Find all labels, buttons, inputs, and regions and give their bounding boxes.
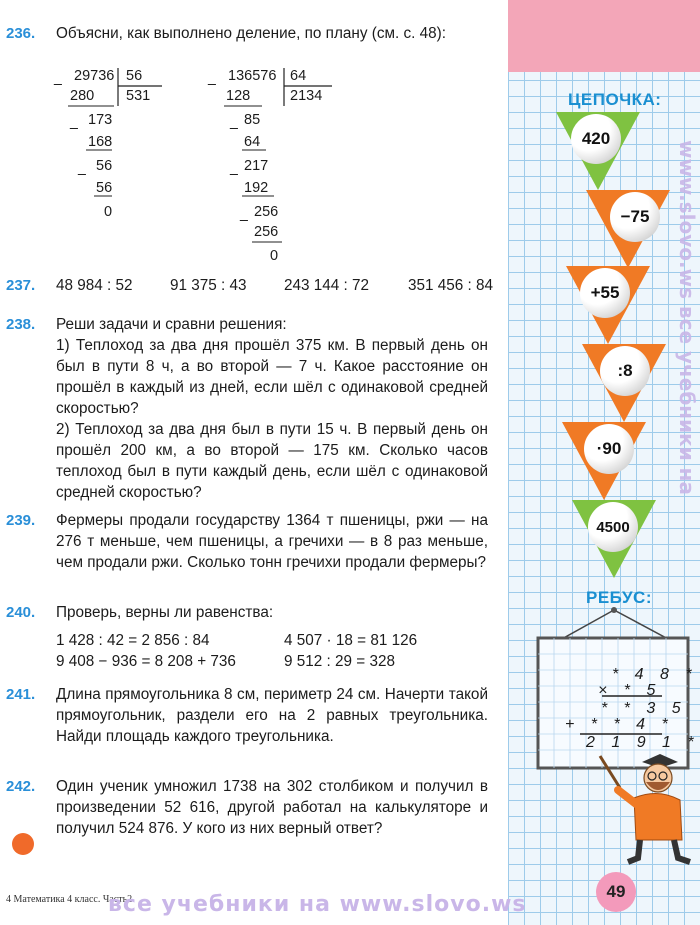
exercise-237-item-3: 243 144 : 72 — [284, 277, 370, 294]
division-1-step-1: 280 — [70, 88, 95, 104]
svg-text:_: _ — [78, 159, 86, 175]
division-2-divisor: 64 — [290, 68, 307, 84]
division-2-quotient: 2134 — [290, 88, 323, 104]
rebus-row-3: * * 3 5 — [601, 700, 687, 717]
exercise-237-item-4: 351 456 : 84 — [408, 277, 494, 294]
division-1-step-5: 56 — [96, 180, 113, 196]
footer-watermark: все учебники на www.slovo.ws — [108, 892, 527, 917]
division-2-step-6: 256 — [254, 204, 279, 220]
svg-text:www.slovo.ws все учебники на: www.slovo.ws все учебники на — [675, 140, 699, 495]
rebus-row-2: × * 5 — [598, 682, 662, 699]
division-1-step-2: 173 — [88, 112, 113, 128]
exercise-238-intro: Реши задачи и сравни решения: — [56, 316, 287, 333]
exercise-238-problem-1: 1) Теплоход за два дня прошёл 375 км. В первый день он был в пути 8 ч, а во второй — 7 ч. Какое расстояние он прошёл в каждый из дней, если шёл с одинаковой средней скоростью? — [56, 337, 488, 417]
exercise-240-eq-3: 9 408 − 936 = 8 208 + 736 — [56, 653, 236, 670]
division-1-dividend: 29736 — [74, 68, 115, 84]
exercise-239-text: Фермеры продали государству 1364 т пшеницы, ржи — на 276 т меньше, чем пшеницы, а гречихи — в 8 раз меньше, чем продали ржи. Сколько тонн гречихи продали фермеры? — [56, 512, 488, 571]
svg-text:_: _ — [70, 113, 78, 129]
division-1-divisor: 56 — [126, 68, 143, 84]
exercise-236-number: 236. — [6, 25, 36, 42]
division-2-step-8: 0 — [270, 248, 279, 264]
rebus-title: РЕБУС: — [586, 588, 652, 607]
division-2-step-3: 64 — [244, 134, 261, 150]
exercise-240-eq-2: 4 507 · 18 = 81 126 — [284, 632, 418, 649]
rebus-row-5: 2 1 9 1 * — [586, 734, 700, 751]
rebus-row-4: + * * 4 * — [565, 716, 674, 733]
side-watermark — [668, 140, 699, 820]
chain-step-6 — [572, 500, 656, 578]
division-2-lines — [206, 66, 336, 256]
page-number: 49 — [596, 872, 636, 912]
division-1-quotient: 531 — [126, 88, 151, 104]
sidebar-pink-band — [508, 0, 700, 72]
chain-step-3 — [566, 266, 650, 344]
division-2-step-2: 85 — [244, 112, 261, 128]
rebus-row-1: * 4 8 * — [612, 666, 698, 683]
orange-dot-marker — [12, 833, 34, 855]
svg-text:_: _ — [54, 69, 62, 85]
exercise-236-text: Объясни, как выполнено деление, по плану (см. с. 48): — [56, 25, 447, 42]
division-1-step-4: 56 — [96, 158, 113, 174]
division-1-lines — [50, 66, 170, 216]
exercise-239-number: 239. — [6, 512, 36, 529]
chain-step-1 — [556, 112, 640, 190]
chain-step-4 — [582, 344, 666, 422]
exercise-242-text: Один ученик умножил 1738 на 302 столбиком и получил в произведении 52 616, другой работал на калькуляторе и получил 524 876. У кого из них верный ответ? — [56, 778, 488, 837]
chain-title: ЦЕПОЧКА: — [568, 90, 662, 109]
exercise-238-number: 238. — [6, 316, 36, 333]
chain-value-6: 4500 — [588, 502, 638, 552]
svg-text:_: _ — [208, 69, 216, 85]
exercise-241-text: Длина прямоугольника 8 см, периметр 24 см. Начерти такой прямоугольник, раздели его на 2 равных треугольника. Найди площадь каждого треугольника. — [56, 686, 488, 745]
chain-value-3: +55 — [580, 268, 630, 318]
division-2-step-4: 217 — [244, 158, 269, 174]
division-2-dividend: 136576 — [228, 68, 277, 84]
division-2-step-5: 192 — [244, 180, 269, 196]
exercise-240-eq-4: 9 512 : 29 = 328 — [284, 653, 395, 670]
exercise-241-number: 241. — [6, 686, 36, 703]
chain-step-2 — [586, 190, 670, 268]
chain-value-2: −75 — [610, 192, 660, 242]
exercise-242-number: 242. — [6, 778, 36, 795]
exercise-240-intro: Проверь, верны ли равенства: — [56, 604, 274, 621]
exercise-240-number: 240. — [6, 604, 36, 621]
svg-text:_: _ — [230, 159, 238, 175]
exercise-237-number: 237. — [6, 277, 36, 294]
exercise-237-item-1: 48 984 : 52 — [56, 277, 133, 294]
footer-book-info: 4 Математика 4 класс. Часть2 — [6, 894, 133, 905]
chain-value-4: :8 — [600, 346, 650, 396]
division-2-step-7: 256 — [254, 224, 279, 240]
division-1-step-6: 0 — [104, 204, 113, 220]
chain-step-5 — [562, 422, 646, 500]
chain-value-1: 420 — [571, 114, 621, 164]
exercise-237-item-2: 91 375 : 43 — [170, 277, 247, 294]
exercise-238-problem-2: 2) Теплоход за два дня был в пути 15 ч. В первый день он прошёл 200 км, а во второй — 175 км. Сколько часов теплоход был в пути каждый день, если шёл с одинаковой средней скоростью? — [56, 421, 488, 501]
chain-value-5: ·90 — [584, 424, 634, 474]
exercise-240-eq-1: 1 428 : 42 = 2 856 : 84 — [56, 632, 210, 649]
division-1-step-3: 168 — [88, 134, 113, 150]
division-2-step-1: 128 — [226, 88, 251, 104]
svg-text:_: _ — [240, 205, 248, 221]
svg-text:_: _ — [230, 113, 238, 129]
